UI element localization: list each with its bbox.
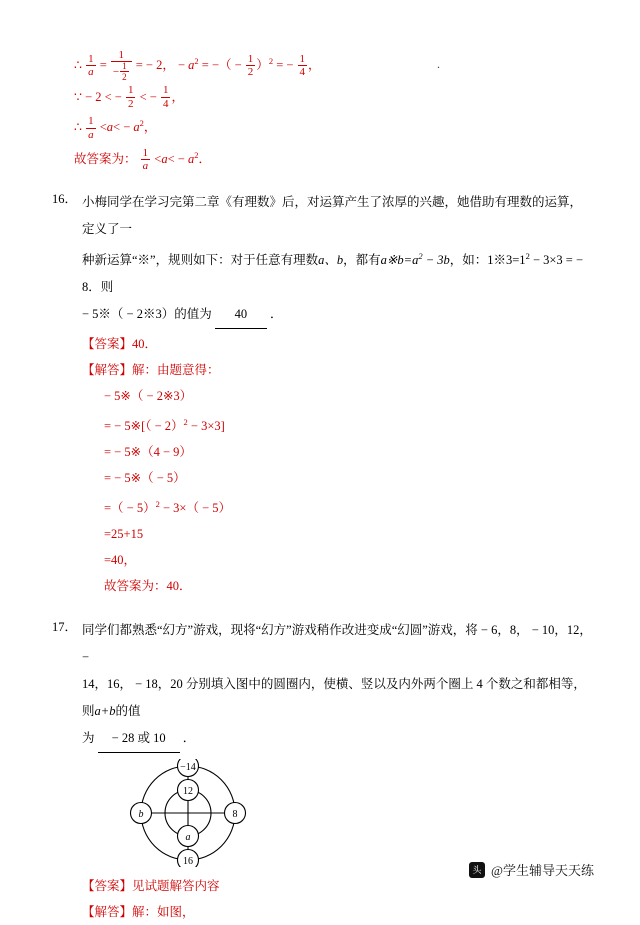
question-16-text-line-2 <box>82 243 592 301</box>
document-content <box>52 48 592 925</box>
q16-l2-vars: a、b <box>318 252 344 267</box>
fraction-one-over-a: $\frac{1}{a}$ <box>88 52 94 79</box>
fraction-half-b: $\frac{1}{2}$ <box>127 84 134 110</box>
node-bottom-inner-label: a <box>185 832 191 844</box>
node-bottom-outer-label: 16 <box>183 856 193 868</box>
answer-label-17: 【答案】 <box>82 879 133 894</box>
q16-l3-a: − 5※（ − 2※3）的值为 <box>82 306 212 321</box>
watermark-footer <box>469 860 594 891</box>
because-symbol: ∵ <box>74 89 82 104</box>
q17-l2-c: 的值 <box>115 704 141 719</box>
q16-l3-b: ． <box>269 306 283 321</box>
question-17-text-line-3 <box>82 725 592 753</box>
node-top-outer-label: −14 <box>180 762 196 774</box>
answer-prefix: 故答案为： <box>74 151 137 166</box>
question-17-text-line-1: 同学们都熟悉“幻方”游戏，现将“幻方”游戏稍作改进变成“幻圆”游戏，将 − 6，8， − 10，12， − <box>82 623 592 665</box>
magic-circle-svg <box>118 759 258 867</box>
answer-value-16: 40． <box>132 336 158 351</box>
question-16-solution-row <box>82 357 592 383</box>
q17-l3-a: 为 <box>82 731 95 746</box>
solution-answer-line: 故答案为： $\frac{1}{a}$ $<a< - a^2$． <box>74 146 211 172</box>
fraction-one-over-a-3: $\frac{1}{a}$ <box>142 146 149 172</box>
q16-final-answer: 故答案为：40． <box>104 579 192 594</box>
node-left-outer-label: b <box>138 809 144 821</box>
q16-l2-c: ，都有 <box>343 252 381 267</box>
solution-intro-17: 解：如图， <box>132 905 195 920</box>
top-solution-block <box>52 48 592 173</box>
solution-label-17: 【解答】 <box>82 905 133 920</box>
q16-l2-a: 种新运算“※”，规则如下：对于任意有理数 <box>82 252 319 267</box>
question-16-answer-row <box>82 331 592 357</box>
question-16-text-line-3 <box>82 301 592 329</box>
therefore-symbol: ∴ <box>74 58 82 73</box>
q16-step-1: = − 5※[（ − 2）$^2$ − 3×3] <box>104 416 225 433</box>
toutiao-logo-icon: 头条 <box>469 862 485 878</box>
q16-step-6: =40， <box>104 553 137 568</box>
q16-step-3: = − 5※（ − 5） <box>104 470 186 485</box>
q16-step-5: =25+15 <box>104 527 144 542</box>
watermark-text: @学生辅导天天练 <box>491 863 594 878</box>
fraction-quarter: $\frac{1}{4}$ <box>299 52 306 79</box>
q16-step-4: =（ − 5）$^2$ − 3×（ − 5） <box>104 498 232 516</box>
q16-l2-e: ，如：$1※3=1^2 - 3\times 3$ = − 8．则 <box>82 250 584 294</box>
question-16 <box>52 189 592 599</box>
question-16-number: 16． <box>52 191 78 206</box>
solution-line-2: ∵ − 2 < − $\frac{1}{2}$ < − $\frac{1}{4}$ ， <box>74 84 184 110</box>
answer-value-17: 见试题解答内容 <box>132 879 220 894</box>
q16-step-2: = − 5※（4 − 9） <box>104 444 192 459</box>
question-17-number: 17． <box>52 620 78 635</box>
question-17-answer-blank[interactable]: − 28 或 10 <box>98 725 180 753</box>
fraction-half-a: $\frac{1}{2}$ <box>247 52 254 79</box>
fraction-one-over-a-2: $\frac{1}{a}$ <box>88 115 94 141</box>
solution-line-3: ∴ $\frac{1}{a}$ $<a< - a^2$， <box>74 115 157 141</box>
q16-l2-rule: $a※b=a^2 - 3b$ <box>380 250 450 267</box>
question-16-text-line-1: 小梅同学在学习完第二章《有理数》后，对运算产生了浓厚的兴趣，她借助有理数的运算，定义了一 <box>82 194 583 236</box>
q17-l2-vars: a+b <box>94 704 116 719</box>
stray-dot-mark: . <box>437 57 440 71</box>
solution-intro-16: 解：由题意得： <box>132 362 220 377</box>
question-16-answer-blank[interactable]: 40 <box>215 301 267 329</box>
q17-l2-a: 14，16， − 18，20 分别填入图中的圆圈内，使横、竖以及内外两个圈上 4 个数之和都相等，则 <box>82 677 586 719</box>
solution-line-1: ∴ $\frac{1}{a}$ = 1 − $\frac{1}{2}$ = − 2， − $a^2$ = −（ − $\frac{1}{2}$ ）$^2$ = − $\frac{1}{4}$ ， <box>74 48 321 83</box>
magic-circle-diagram <box>118 759 258 869</box>
solution-label-16: 【解答】 <box>82 362 133 377</box>
fraction-one-over-neg-half: 1 − $\frac{1}{2}$ <box>111 49 132 83</box>
question-17-solution-row <box>82 899 592 925</box>
question-17-text-line-2 <box>82 671 592 725</box>
therefore-symbol-2: ∴ <box>74 120 82 135</box>
answer-label-16: 【答案】 <box>82 336 133 351</box>
node-right-outer-label: 8 <box>232 809 238 821</box>
q17-l3-b: ． <box>182 731 196 746</box>
q16-step-0: − 5※（ − 2※3） <box>104 388 193 403</box>
node-top-inner-label: 12 <box>183 786 193 798</box>
fraction-quarter-b: $\frac{1}{4}$ <box>162 84 169 110</box>
